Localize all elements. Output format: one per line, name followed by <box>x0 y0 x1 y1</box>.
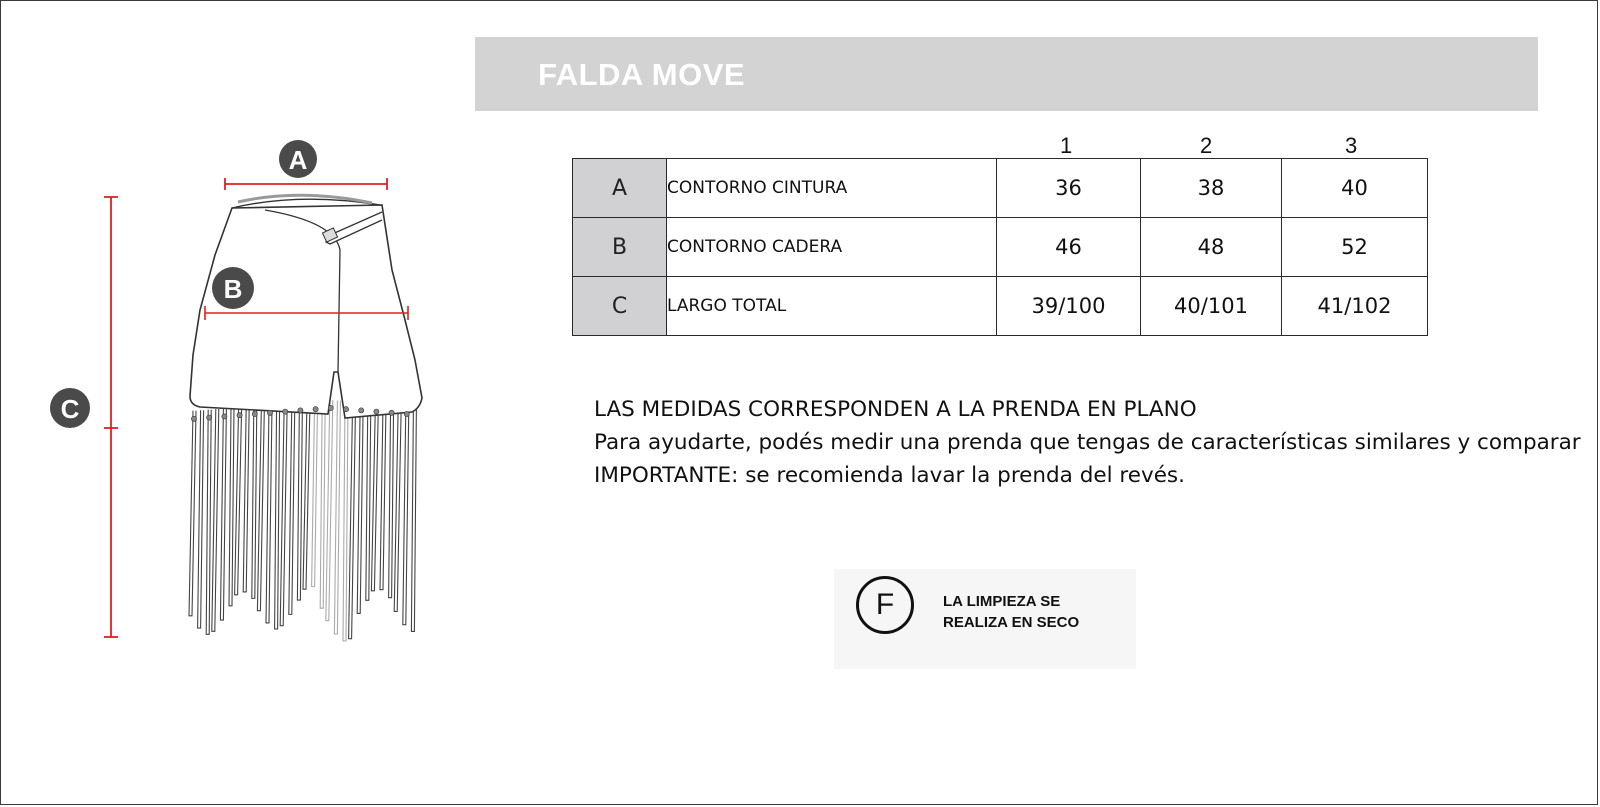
fringe-strand <box>252 406 257 598</box>
fringe-strand <box>243 407 249 592</box>
page-title: FALDA MOVE <box>538 57 746 92</box>
title-band <box>475 37 1538 111</box>
size-table <box>572 158 1428 336</box>
measure-letter: C <box>573 277 667 336</box>
hem-stud <box>359 408 364 413</box>
measure-c <box>104 197 118 637</box>
fringe-strand <box>198 410 204 628</box>
hem-stud <box>343 407 348 412</box>
hem-stud <box>389 410 394 415</box>
fringe-strand <box>289 403 295 614</box>
fringe-strand <box>235 407 242 595</box>
hem-stud <box>252 411 257 416</box>
fringe-strand <box>229 408 234 606</box>
note-line: Para ayudarte, podés medir una prenda que tengas de características similares y comparar <box>594 430 1581 455</box>
fringe-strand <box>189 411 196 616</box>
svg-text:C: C <box>60 394 80 424</box>
fringe-strand <box>257 405 264 610</box>
care-instruction <box>834 569 1136 669</box>
measure-letter: A <box>573 159 667 218</box>
measure-value: 39/100 <box>997 277 1141 336</box>
hem-stud <box>283 409 288 414</box>
measure-value: 52 <box>1282 218 1428 277</box>
measure-letter: B <box>573 218 667 277</box>
measure-label: CONTORNO CADERA <box>667 218 997 277</box>
hem-stud <box>267 410 272 415</box>
hem-stud <box>191 416 196 421</box>
hem-stud <box>298 408 303 413</box>
measure-a <box>225 178 387 190</box>
hem-stud <box>374 409 379 414</box>
hem-stud <box>207 415 212 420</box>
fringe-strand <box>320 401 325 609</box>
table-row <box>573 218 1428 277</box>
fringe-strand <box>326 400 333 621</box>
note-line: LAS MEDIDAS CORRESPONDEN A LA PRENDA EN PLANO <box>594 397 1197 422</box>
fringe-strand <box>411 407 416 632</box>
fringe-strand <box>389 405 394 598</box>
skirt-diagram <box>0 0 470 700</box>
note-line: IMPORTANTE: se recomienda lavar la prenda del revés. <box>594 463 1185 488</box>
fringe-strand <box>220 408 226 620</box>
fringe-strand <box>212 409 219 631</box>
care-line: LA LIMPIEZA SE <box>943 593 1061 610</box>
fringe-strand <box>357 402 363 613</box>
fringe-strand <box>297 402 302 600</box>
svg-text:A: A <box>288 145 308 175</box>
fringe-strand <box>206 410 211 635</box>
hem-stud <box>404 411 409 416</box>
size-header-1: 1 <box>1060 133 1073 158</box>
table-row <box>573 277 1428 336</box>
measure-label: CONTORNO CINTURA <box>667 159 997 218</box>
hem-stud <box>222 414 227 419</box>
size-header-2: 2 <box>1200 133 1213 158</box>
hem-stud <box>313 407 318 412</box>
measure-value: 38 <box>1141 159 1282 218</box>
size-header-3: 3 <box>1345 133 1358 158</box>
fringe-strand <box>303 402 310 589</box>
measure-value: 41/102 <box>1282 277 1428 336</box>
fringe-strand <box>380 404 386 589</box>
marker-c <box>50 388 90 428</box>
hem-stud <box>328 405 333 410</box>
fringe-strand <box>403 406 409 625</box>
fringe-strand <box>280 404 287 626</box>
skirt-body <box>190 205 422 418</box>
fringe-strand <box>371 404 378 591</box>
fringe-strand <box>266 405 272 623</box>
measure-value: 36 <box>997 159 1141 218</box>
fringe-strand <box>394 405 401 611</box>
fringe-strand <box>275 404 280 629</box>
dry-clean-icon: F <box>856 576 914 634</box>
svg-text:B: B <box>223 274 243 304</box>
measure-value: 40 <box>1282 159 1428 218</box>
table-row <box>573 159 1428 218</box>
measure-label: LARGO TOTAL <box>667 277 997 336</box>
measure-value: 46 <box>997 218 1141 277</box>
fringe-strand <box>366 403 371 600</box>
marker-a <box>279 140 317 178</box>
hem-stud <box>237 413 242 418</box>
care-text <box>943 591 1079 633</box>
fringe-strand <box>349 402 356 639</box>
fringe-strands <box>189 400 416 641</box>
fringe-strand <box>343 401 348 641</box>
fringe-strand <box>312 401 318 586</box>
care-line: REALIZA EN SECO <box>943 614 1080 631</box>
measurement-notes <box>594 393 1581 492</box>
fringe-strand <box>334 401 340 634</box>
measure-value: 40/101 <box>1141 277 1282 336</box>
measure-value: 48 <box>1141 218 1282 277</box>
marker-b <box>212 267 254 309</box>
